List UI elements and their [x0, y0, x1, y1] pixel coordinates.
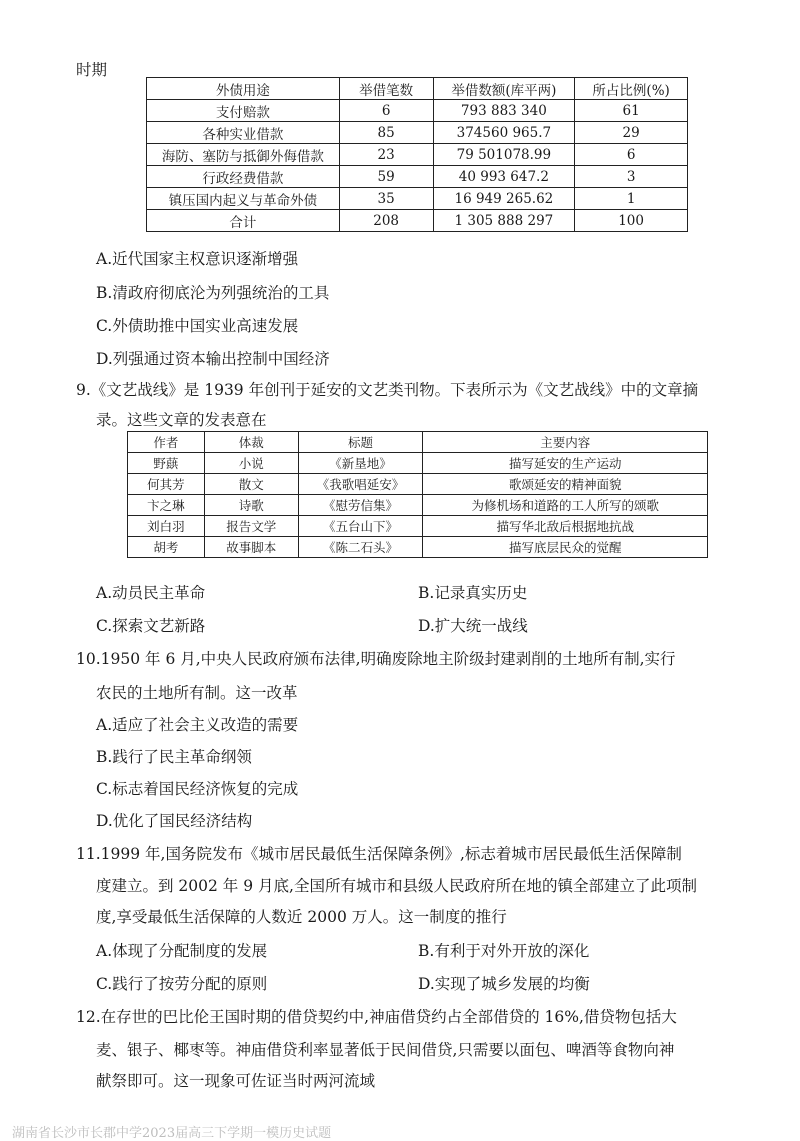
- table-cell: 散文: [204, 474, 298, 495]
- q11-option-b: B.有利于对外开放的深化: [418, 942, 590, 960]
- table-cell: 《慰劳信集》: [298, 495, 423, 516]
- q9-stem-line2: 录。这些文章的发表意在: [96, 411, 267, 429]
- table-cell: 刘白羽: [128, 516, 205, 537]
- table-cell: 合计: [147, 210, 340, 232]
- q9-option-d: D.扩大统一战线: [418, 617, 528, 635]
- table-cell: 6: [575, 144, 688, 166]
- table-cell: 镇压国内起义与革命外债: [147, 188, 340, 210]
- page-footer: 湖南省长沙市长郡中学2023届高三下学期一模历史试题: [12, 1126, 332, 1141]
- table-cell: 描写底层民众的觉醒: [423, 537, 708, 558]
- header-cell: 体裁: [204, 432, 298, 453]
- table-cell: 793 883 340: [433, 100, 575, 122]
- table-row: [147, 100, 688, 122]
- table-cell: 《新垦地》: [298, 453, 423, 474]
- table-row: [128, 537, 708, 558]
- header-cell: 标题: [298, 432, 423, 453]
- table-cell: 208: [339, 210, 433, 232]
- table-cell: 16 949 265.62: [433, 188, 575, 210]
- header-cell: 作者: [128, 432, 205, 453]
- q11-option-a: A.体现了分配制度的发展: [96, 942, 268, 960]
- table-cell: 29: [575, 122, 688, 144]
- table-cell: 《五台山下》: [298, 516, 423, 537]
- header-cell: 所占比例(%): [575, 78, 688, 100]
- table-cell: 卞之琳: [128, 495, 205, 516]
- q10-stem-line2: 农民的土地所有制。这一改革: [96, 684, 298, 702]
- q12-stem-line3: 献祭即可。这一现象可佐证当时两河流域: [96, 1072, 376, 1090]
- q10-option-d: D.优化了国民经济结构: [96, 812, 253, 830]
- q11-option-c: C.践行了按劳分配的原则: [96, 975, 268, 993]
- q10-option-c: C.标志着国民经济恢复的完成: [96, 780, 299, 798]
- table-cell: 野蕻: [128, 453, 205, 474]
- table-cell: 描写华北敌后根据地抗战: [423, 516, 708, 537]
- table-cell: 小说: [204, 453, 298, 474]
- table-row: [128, 453, 708, 474]
- table-cell: 85: [339, 122, 433, 144]
- table-cell: 374560 965.7: [433, 122, 575, 144]
- table-header-row: [147, 78, 688, 100]
- table-row: [147, 122, 688, 144]
- table-cell: 海防、塞防与抵御外侮借款: [147, 144, 340, 166]
- table-cell: 诗歌: [204, 495, 298, 516]
- table-row: [147, 188, 688, 210]
- table-header-row: [128, 432, 708, 453]
- table-cell: 《我歌唱延安》: [298, 474, 423, 495]
- table-row: [128, 495, 708, 516]
- table-row: [128, 516, 708, 537]
- table-cell: 报告文学: [204, 516, 298, 537]
- table-cell: 6: [339, 100, 433, 122]
- table-cell: 3: [575, 166, 688, 188]
- table-row: [147, 166, 688, 188]
- q8-debt-table: [146, 77, 688, 232]
- q9-article-table: [127, 431, 708, 558]
- q9-option-a: A.动员民主革命: [96, 584, 206, 602]
- q9-option-c: C.探索文艺新路: [96, 617, 206, 635]
- table-cell: 1: [575, 188, 688, 210]
- table-cell: 胡考: [128, 537, 205, 558]
- header-cell: 举借笔数: [339, 78, 433, 100]
- header-cell: 举借数额(库平两): [433, 78, 575, 100]
- header-cell: 外债用途: [147, 78, 340, 100]
- q9-option-b: B.记录真实历史: [418, 584, 528, 602]
- table-row: [147, 210, 688, 232]
- table-cell: 40 993 647.2: [433, 166, 575, 188]
- q10-option-b: B.践行了民主革命纲领: [96, 748, 252, 766]
- table-cell: 61: [575, 100, 688, 122]
- header-cell: 主要内容: [423, 432, 708, 453]
- table-cell: 35: [339, 188, 433, 210]
- q12-stem-line1: 12.在存世的巴比伦王国时期的借贷契约中,神庙借贷约占全部借贷的 16%,借贷物包括大: [76, 1008, 677, 1026]
- q11-stem-line1: 11.1999 年,国务院发布《城市居民最低生活保障条例》,标志着城市居民最低生活保障制: [76, 845, 682, 863]
- table-cell: 各种实业借款: [147, 122, 340, 144]
- table-row: [128, 474, 708, 495]
- table-cell: 23: [339, 144, 433, 166]
- table-cell: 为修机场和道路的工人所写的颂歌: [423, 495, 708, 516]
- q8-option-a: A.近代国家主权意识逐渐增强: [96, 250, 299, 268]
- table-row: [147, 144, 688, 166]
- table-cell: 描写延安的生产运动: [423, 453, 708, 474]
- q12-stem-line2: 麦、银子、椰枣等。神庙借贷利率显著低于民间借贷,只需要以面包、啤酒等食物向神: [96, 1041, 675, 1059]
- table-cell: 行政经费借款: [147, 166, 340, 188]
- q8-option-c: C.外债助推中国实业高速发展: [96, 317, 299, 335]
- q10-option-a: A.适应了社会主义改造的需要: [96, 716, 299, 734]
- table-cell: 歌颂延安的精神面貌: [423, 474, 708, 495]
- table-cell: 何其芳: [128, 474, 205, 495]
- table-cell: 《陈二石头》: [298, 537, 423, 558]
- table-cell: 故事脚本: [204, 537, 298, 558]
- q8-option-d: D.列强通过资本输出控制中国经济: [96, 350, 330, 368]
- q9-stem-line1: 9.《文艺战线》是 1939 年创刊于延安的文艺类刊物。下表所示为《文艺战线》中的文章摘: [76, 381, 699, 399]
- q11-stem-line2: 度建立。到 2002 年 9 月底,全国所有城市和县级人民政府所在地的镇全部建立了此项制: [96, 877, 697, 895]
- table-cell: 1 305 888 297: [433, 210, 575, 232]
- q8-option-b: B.清政府彻底沦为列强统治的工具: [96, 284, 330, 302]
- table-cell: 59: [339, 166, 433, 188]
- q8-lead-text: 时期: [76, 61, 108, 79]
- q11-stem-line3: 度,享受最低生活保障的人数近 2000 万人。这一制度的推行: [96, 908, 507, 926]
- table-cell: 100: [575, 210, 688, 232]
- table-cell: 支付赔款: [147, 100, 340, 122]
- table-cell: 79 501078.99: [433, 144, 575, 166]
- q11-option-d: D.实现了城乡发展的均衡: [418, 975, 590, 993]
- q10-stem-line1: 10.1950 年 6 月,中央人民政府颁布法律,明确废除地主阶级封建剥削的土地所有制,实行: [76, 650, 676, 668]
